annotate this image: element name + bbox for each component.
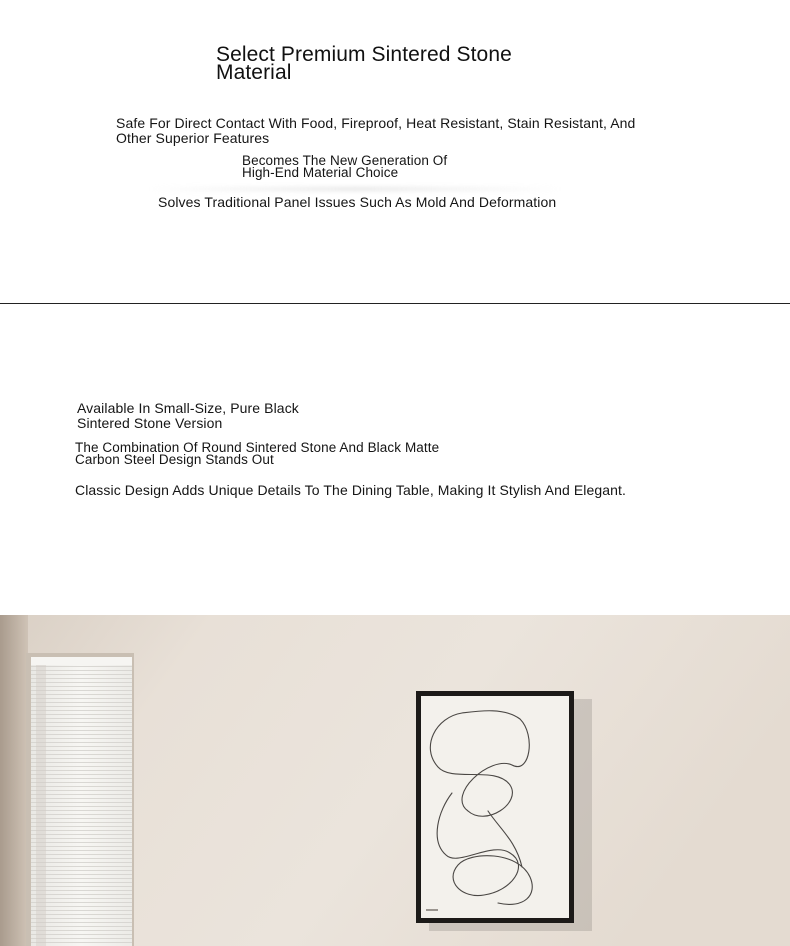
design-benefit-combination-line-2: Carbon Steel Design Stands Out [75,452,274,467]
faded-reflection [150,187,560,191]
room-photo [0,615,790,946]
design-benefit-combination [75,442,439,466]
wall-corner [0,615,28,946]
material-benefit-safe-line-1: Safe For Direct Contact With Food, Fireproof, Heat Resistant, Stain Resistant, And [116,115,636,131]
design-benefit-combination-line-1: The Combination Of Round Sintered Stone And Black Matte [75,440,440,455]
material-feature-section [0,0,790,303]
framed-artwork [416,691,592,931]
material-benefit-safe-line-2: Other Superior Features [116,130,270,146]
material-title-line-1: Select Premium Sintered Stone [216,43,512,66]
material-title [216,43,546,84]
material-benefit-generation-line-1: Becomes The New Generation Of [242,153,448,168]
artist-signature-mark [426,909,438,911]
design-benefit-small-size-line-1: Available In Small-Size, Pure Black [77,400,299,416]
material-benefit-safe [116,116,635,146]
material-benefit-mold: Solves Traditional Panel Issues Such As Mold And Deformation [158,194,557,210]
room-photo-illustration [0,615,790,946]
design-benefit-classic: Classic Design Adds Unique Details To The Dining Table, Making It Stylish And Elegant. [75,482,627,498]
design-benefit-small-size [77,401,299,431]
material-benefit-generation-line-2: High-End Material Choice [242,165,399,180]
design-benefit-small-size-line-2: Sintered Stone Version [77,415,223,431]
material-benefit-generation [242,155,447,179]
window-blinds [26,653,134,946]
design-feature-section [0,304,790,615]
material-title-line-2: Material [216,61,292,84]
